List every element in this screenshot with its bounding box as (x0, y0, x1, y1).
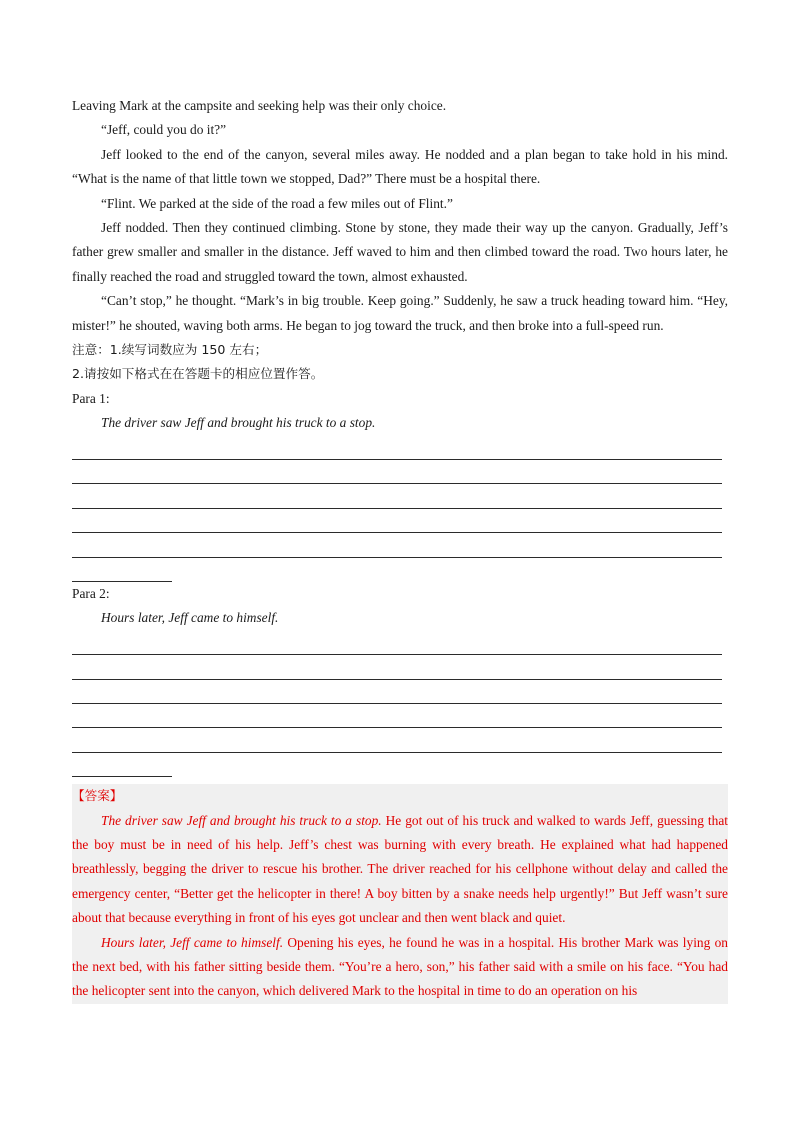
para1-label: Para 1: (72, 390, 110, 406)
passage-paragraph-5: Jeff nodded. Then they continued climbing. Stone by stone, they made their way up the canyon. Gradually, Jeff’s father grew smaller and smaller in the distance. Jeff waved to him and then climbed toward the road. Two hours later, he finally reached the road and struggled toward the town, almost exhausted. (72, 220, 728, 284)
passage-paragraph-6: “Can’t stop,” he thought. “Mark’s in big trouble. Keep going.” Suddenly, he saw a truck heading toward him. “Hey, mister!” he shouted, waving both arms. He began to jog toward the truck, and then broke into a full-speed run. (72, 293, 728, 333)
writing-line (72, 680, 722, 704)
writing-line (72, 728, 722, 752)
para1-opening-sentence: The driver saw Jeff and brought his truck to a stop. (101, 415, 376, 431)
passage-paragraph-3: Jeff looked to the end of the canyon, several miles away. He nodded and a plan began to take hold in his mind. “What is the name of that little town we stopped, Dad?” There must be a hospital there. (72, 146, 728, 187)
writing-line-short (72, 558, 172, 582)
passage-paragraph-2: “Jeff, could you do it?” (101, 122, 227, 138)
para2-label: Para 2: (72, 586, 110, 602)
writing-line (72, 484, 722, 508)
writing-line (72, 631, 722, 655)
writing-line (72, 704, 722, 728)
answer-p1-body: He got out of his truck and walked to wards Jeff, guessing that the boy must be in need of his help. Jeff’s chest was burning with every breath. He explained what had happened breathlessly, begging the driver to rescue his brother. The driver reached for his cellphone without delay and called the emergency center, “Better get the helicopter in there! A boy bitten by a snake needs help urgently!” But Jeff wasn’t sure about that because everything in front of his eyes got unclear and then went black and quiet. (72, 812, 728, 926)
writing-line (72, 655, 722, 679)
writing-line (72, 533, 722, 557)
note-format: 2.请按如下格式在在答题卡的相应位置作答。 (72, 366, 324, 382)
passage-paragraph-4: “Flint. We parked at the side of the road a few miles out of Flint.” (101, 195, 453, 211)
answer-paragraph-2 (72, 931, 728, 1004)
answer-paragraph-1 (72, 809, 728, 931)
answer-p2-body: Opening his eyes, he found he was in a hospital. His brother Mark was lying on the next bed, with his father sitting beside them. “You’re a hero, son,” his father said with a smile on his face. “You had the helicopter sent into the canyon, which delivered Mark to the hospital in time to do an operation on his (72, 934, 728, 999)
passage-paragraph-1: Leaving Mark at the campsite and seeking help was their only choice. (72, 98, 447, 113)
answer-tag: 【答案】 (72, 788, 123, 804)
note-word-count: 注意：1.续写词数应为 150 左右； (72, 342, 268, 358)
answer-section (72, 784, 728, 1004)
para1-writing-area[interactable] (72, 436, 728, 582)
writing-line-short (72, 753, 172, 777)
para2-writing-area[interactable] (72, 631, 728, 777)
answer-p1-opening: The driver saw Jeff and brought his truck to a stop. (101, 812, 382, 828)
writing-line (72, 460, 722, 484)
writing-line (72, 509, 722, 533)
para2-opening-sentence: Hours later, Jeff came to himself. (101, 610, 279, 626)
document-content (72, 94, 728, 1004)
writing-line (72, 436, 722, 460)
answer-p2-opening: Hours later, Jeff came to himself. (101, 934, 284, 950)
